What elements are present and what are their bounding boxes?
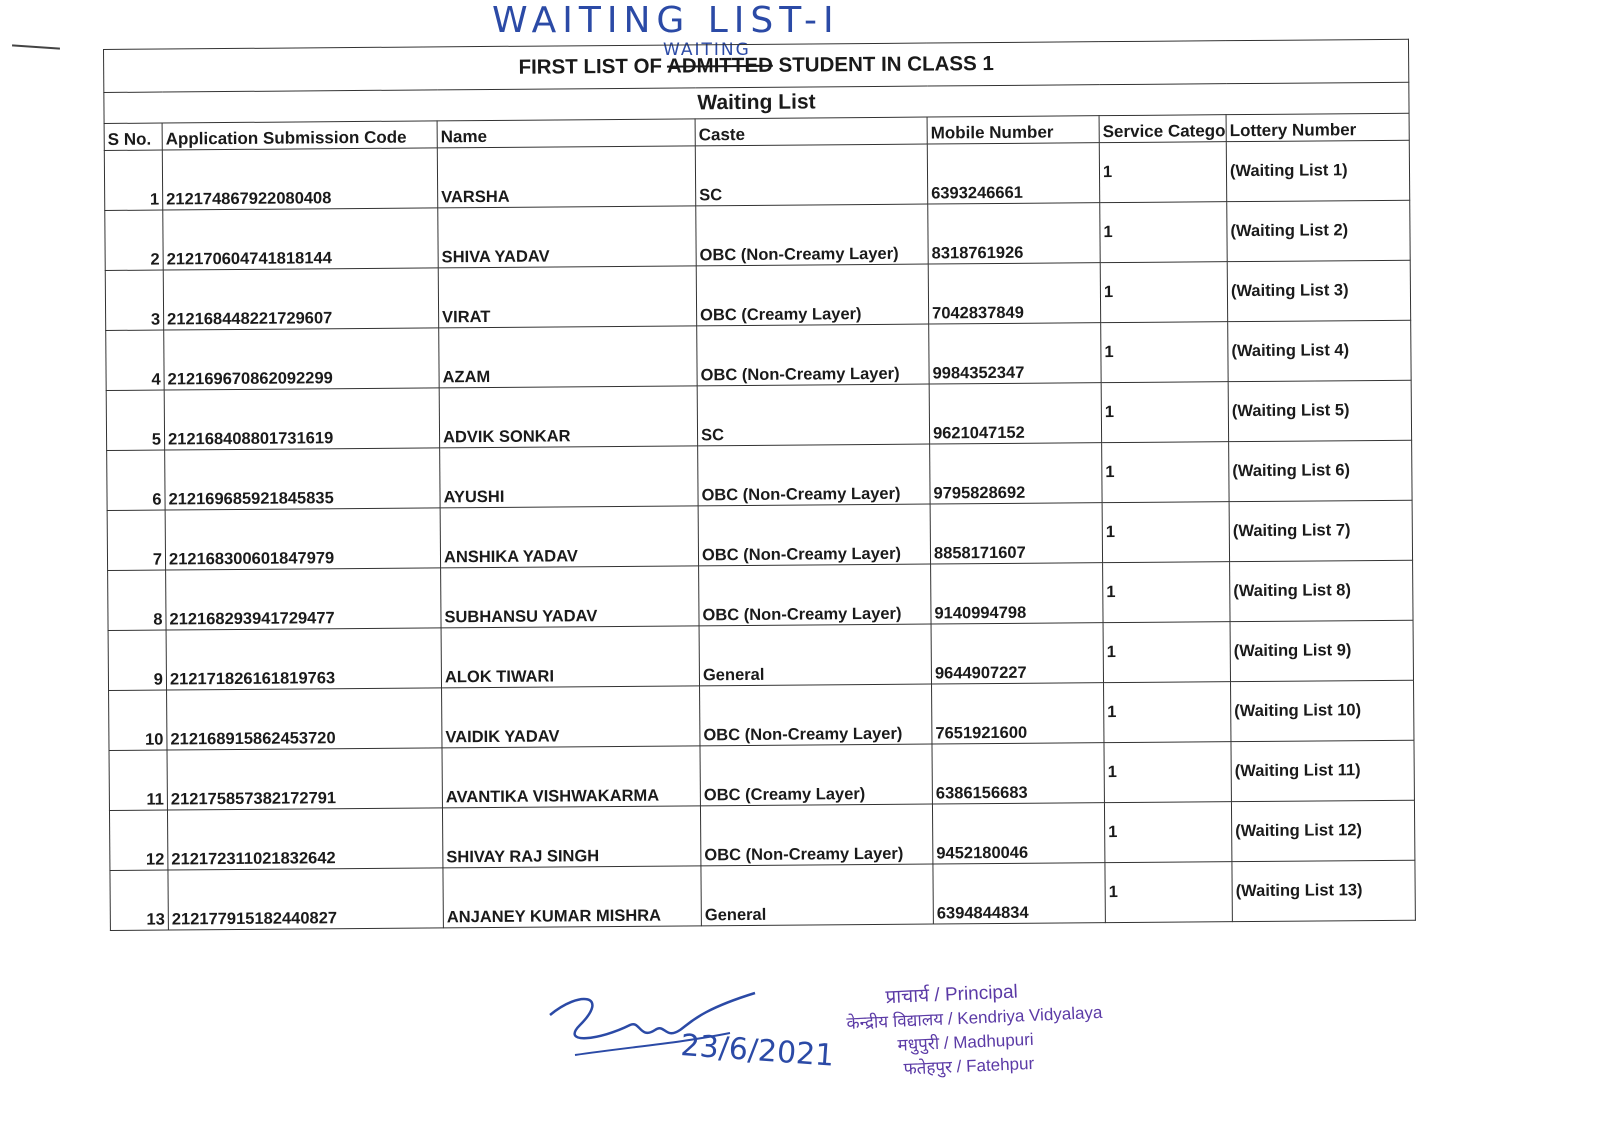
cell-lottery-number: (Waiting List 11) bbox=[1231, 740, 1415, 801]
cell-caste: OBC (Non-Creamy Layer) bbox=[696, 204, 928, 266]
table-body bbox=[104, 140, 1415, 930]
cell-mobile: 9621047152 bbox=[929, 383, 1101, 444]
cell-sno: 6 bbox=[107, 450, 165, 510]
cell-caste: SC bbox=[697, 384, 929, 446]
cell-application-code: 212169670862092299 bbox=[164, 328, 439, 390]
column-header-mobile: Mobile Number bbox=[927, 116, 1099, 144]
stamp-line-principal: प्राचार्य / Principal bbox=[885, 981, 1019, 1009]
cell-name: AZAM bbox=[439, 326, 697, 388]
cell-sno: 10 bbox=[109, 690, 167, 750]
cell-sno: 9 bbox=[108, 630, 166, 690]
principal-stamp bbox=[845, 977, 1105, 1084]
cell-service-category: 1 bbox=[1104, 802, 1231, 863]
cell-lottery-number: (Waiting List 5) bbox=[1228, 380, 1412, 441]
cell-mobile: 9984352347 bbox=[929, 323, 1101, 384]
column-header-caste: Caste bbox=[695, 117, 927, 146]
column-header-sno: S No. bbox=[104, 123, 162, 150]
cell-sno: 12 bbox=[109, 810, 167, 870]
cell-service-category: 1 bbox=[1100, 202, 1227, 263]
cell-application-code: 212168408801731619 bbox=[164, 388, 439, 450]
cell-name: SHIVAY RAJ SINGH bbox=[442, 806, 700, 868]
cell-application-code: 212172311021832642 bbox=[167, 808, 442, 870]
table-row bbox=[106, 380, 1412, 450]
cell-lottery-number: (Waiting List 1) bbox=[1226, 140, 1410, 201]
cell-lottery-number: (Waiting List 4) bbox=[1228, 320, 1412, 381]
cell-application-code: 212169685921845835 bbox=[165, 448, 440, 510]
cell-mobile: 7042837849 bbox=[928, 263, 1100, 324]
cell-lottery-number: (Waiting List 12) bbox=[1231, 800, 1415, 861]
cell-caste: OBC (Non-Creamy Layer) bbox=[697, 324, 929, 386]
cell-service-category: 1 bbox=[1104, 742, 1231, 803]
cell-service-category: 1 bbox=[1102, 442, 1229, 503]
waiting-list-table bbox=[103, 39, 1416, 931]
struck-word: ADMITTED bbox=[666, 53, 773, 78]
cell-caste: General bbox=[699, 624, 931, 686]
cell-caste: SC bbox=[695, 144, 927, 206]
cell-name: SUBHANSU YADAV bbox=[441, 566, 699, 628]
cell-caste: OBC (Non-Creamy Layer) bbox=[699, 564, 931, 626]
cell-application-code: 212174867922080408 bbox=[162, 148, 437, 210]
cell-lottery-number: (Waiting List 10) bbox=[1231, 680, 1415, 741]
cell-sno: 2 bbox=[105, 210, 163, 270]
cell-name: AYUSHI bbox=[440, 446, 698, 508]
cell-mobile: 8318761926 bbox=[928, 203, 1100, 264]
table-row bbox=[105, 200, 1411, 270]
cell-mobile: 6393246661 bbox=[927, 143, 1099, 204]
column-header-service-category: Service Catego bbox=[1099, 115, 1226, 143]
handwritten-signature bbox=[540, 985, 870, 1075]
cell-name: ANSHIKA YADAV bbox=[440, 506, 698, 568]
cell-caste: OBC (Non-Creamy Layer) bbox=[698, 444, 930, 506]
cell-sno: 11 bbox=[109, 750, 167, 810]
cell-mobile: 8858171607 bbox=[930, 503, 1102, 564]
cell-service-category: 1 bbox=[1101, 382, 1228, 443]
cell-application-code: 212175857382172791 bbox=[167, 748, 442, 810]
stray-pen-mark bbox=[12, 44, 60, 49]
cell-name: ADVIK SONKAR bbox=[439, 386, 697, 448]
handwritten-correction: WAITING bbox=[663, 40, 751, 60]
cell-sno: 13 bbox=[110, 870, 168, 930]
cell-mobile: 9644907227 bbox=[931, 623, 1103, 684]
cell-mobile: 9795828692 bbox=[930, 443, 1102, 504]
cell-service-category: 1 bbox=[1102, 502, 1229, 563]
table-row bbox=[108, 560, 1414, 630]
cell-lottery-number: (Waiting List 13) bbox=[1232, 860, 1416, 921]
cell-service-category: 1 bbox=[1105, 862, 1232, 923]
cell-lottery-number: (Waiting List 9) bbox=[1230, 620, 1414, 681]
column-header-lottery-number: Lottery Number bbox=[1226, 113, 1409, 141]
stamp-line-school: केन्द्रीय विद्यालय / Kendriya Vidyalaya bbox=[846, 1002, 1103, 1033]
column-header-name: Name bbox=[437, 119, 695, 148]
cell-service-category: 1 bbox=[1104, 682, 1231, 743]
cell-service-category: 1 bbox=[1100, 262, 1227, 323]
cell-caste: OBC (Creamy Layer) bbox=[700, 744, 932, 806]
cell-sno: 4 bbox=[106, 330, 164, 390]
cell-mobile: 7651921600 bbox=[932, 683, 1104, 744]
cell-lottery-number: (Waiting List 7) bbox=[1229, 500, 1413, 561]
cell-application-code: 212168448221729607 bbox=[163, 268, 438, 330]
cell-application-code: 212171826161819763 bbox=[166, 628, 441, 690]
table-row bbox=[109, 680, 1415, 750]
cell-service-category: 1 bbox=[1101, 322, 1228, 383]
cell-name: ANJANEY KUMAR MISHRA bbox=[443, 866, 701, 928]
cell-application-code: 212168293941729477 bbox=[166, 568, 441, 630]
table-row bbox=[104, 140, 1410, 210]
handwritten-title: WAITING LIST-I bbox=[492, 0, 840, 41]
cell-application-code: 212170604741818144 bbox=[163, 208, 438, 270]
document-title: FIRST LIST OF ADMITTED STUDENT IN CLASS 1 bbox=[104, 39, 1409, 92]
cell-application-code: 212177915182440827 bbox=[168, 868, 443, 930]
table-row bbox=[110, 860, 1416, 930]
cell-name: SHIVA YADAV bbox=[438, 206, 696, 268]
cell-caste: OBC (Non-Creamy Layer) bbox=[700, 804, 932, 866]
signature-date: 23/6/2021 bbox=[679, 1028, 836, 1074]
column-header-application-code: Application Submission Code bbox=[162, 121, 437, 150]
table-row bbox=[105, 260, 1411, 330]
document-subtitle: Waiting List bbox=[104, 82, 1409, 123]
cell-name: VIRAT bbox=[438, 266, 696, 328]
cell-application-code: 212168915862453720 bbox=[167, 688, 442, 750]
cell-service-category: 1 bbox=[1099, 142, 1226, 203]
table-row bbox=[107, 440, 1413, 510]
table-row bbox=[106, 320, 1412, 390]
cell-service-category: 1 bbox=[1103, 562, 1230, 623]
cell-sno: 3 bbox=[105, 270, 163, 330]
cell-lottery-number: (Waiting List 2) bbox=[1227, 200, 1411, 261]
cell-name: VAIDIK YADAV bbox=[442, 686, 700, 748]
cell-service-category: 1 bbox=[1103, 622, 1230, 683]
cell-caste: OBC (Non-Creamy Layer) bbox=[700, 684, 932, 746]
stamp-line-district: फतेहपुर / Fatehpur bbox=[903, 1053, 1035, 1079]
stamp-line-locality: मधुपुरी / Madhupuri bbox=[897, 1029, 1034, 1055]
cell-sno: 8 bbox=[108, 570, 166, 630]
cell-application-code: 212168300601847979 bbox=[165, 508, 440, 570]
table-row bbox=[107, 500, 1413, 570]
cell-caste: OBC (Creamy Layer) bbox=[696, 264, 928, 326]
cell-name: VARSHA bbox=[437, 146, 695, 208]
cell-mobile: 6386156683 bbox=[932, 743, 1104, 804]
cell-sno: 1 bbox=[104, 150, 162, 210]
cell-lottery-number: (Waiting List 6) bbox=[1229, 440, 1413, 501]
cell-mobile: 6394844834 bbox=[933, 863, 1105, 924]
cell-sno: 5 bbox=[106, 390, 164, 450]
table-row bbox=[109, 800, 1415, 870]
cell-caste: OBC (Non-Creamy Layer) bbox=[698, 504, 930, 566]
cell-mobile: 9452180046 bbox=[932, 803, 1104, 864]
cell-sno: 7 bbox=[107, 510, 165, 570]
cell-lottery-number: (Waiting List 8) bbox=[1230, 560, 1414, 621]
cell-name: AVANTIKA VISHWAKARMA bbox=[442, 746, 700, 808]
cell-mobile: 9140994798 bbox=[931, 563, 1103, 624]
table-row bbox=[109, 740, 1415, 810]
cell-caste: General bbox=[701, 864, 933, 926]
table-row bbox=[108, 620, 1414, 690]
cell-lottery-number: (Waiting List 3) bbox=[1227, 260, 1411, 321]
cell-name: ALOK TIWARI bbox=[441, 626, 699, 688]
